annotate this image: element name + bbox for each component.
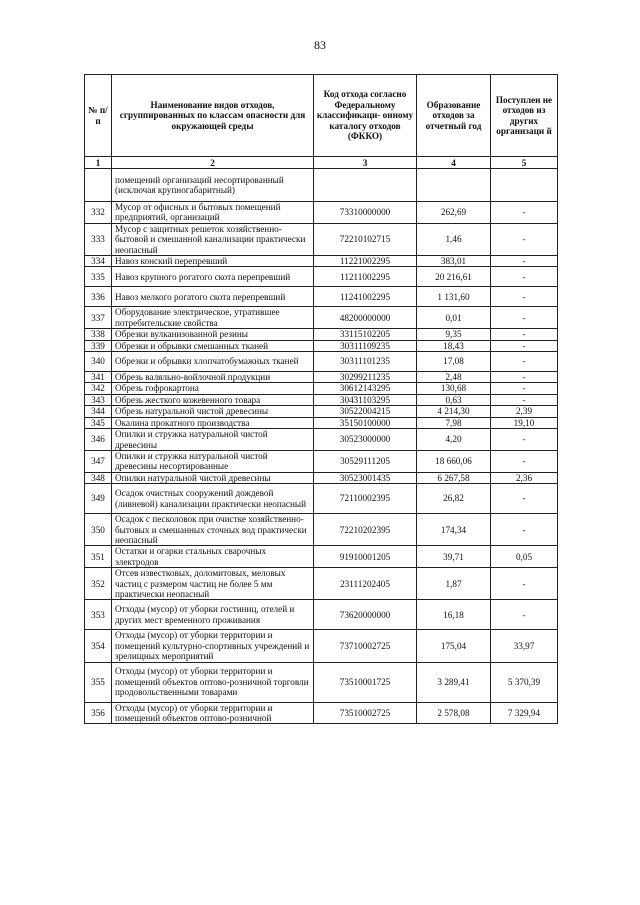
received-amount: - [491, 450, 558, 472]
waste-name: Обрезки и обрывки смешанных тканей [112, 340, 314, 351]
table-row [85, 169, 558, 202]
received-amount: - [491, 202, 558, 224]
fkko-code [314, 169, 417, 202]
formed-amount: 1 131,60 [417, 287, 491, 307]
waste-name: Отходы (мусор) от уборки территории и помещений культурно-спортивных учреждений и зрелищных мероприятий [112, 630, 314, 662]
row-number: 335 [85, 267, 112, 287]
waste-name: Отходы (мусор) от уборки гостиниц, отелей и других мест временного проживания [112, 600, 314, 630]
formed-amount: 4 214,30 [417, 406, 491, 417]
waste-name: Осадок очистных сооружений дождевой (ливневой) канализации практически неопасный [112, 484, 314, 514]
table-row [85, 417, 558, 428]
row-number: 345 [85, 417, 112, 428]
received-amount: - [491, 256, 558, 267]
table-row [85, 406, 558, 417]
fkko-code: 73510002725 [314, 702, 417, 724]
row-number: 341 [85, 372, 112, 383]
fkko-code: 73620000000 [314, 600, 417, 630]
received-amount: - [491, 352, 558, 372]
received-amount: - [491, 600, 558, 630]
header-waste-name: Наименование видов отходов, сгруппированных по классам опасности для окружающей среды [112, 75, 314, 157]
header-fkko-code: Код отхода согласно Федеральному классификаци- онному каталогу отходов (ФККО) [314, 75, 417, 157]
waste-name: Осадок с песколовок при очистке хозяйственно-бытовых и смешанных сточных вод практически неопасный [112, 514, 314, 546]
waste-name: помещений организаций несортированный (исключая крупногабаритный) [112, 169, 314, 202]
formed-amount: 3 289,41 [417, 662, 491, 702]
received-amount: - [491, 568, 558, 600]
fkko-code: 72110002395 [314, 484, 417, 514]
waste-name: Навоз мелкого рогатого скота перепревший [112, 287, 314, 307]
waste-name: Обрезь натуральной чистой древесины [112, 406, 314, 417]
table-row [85, 484, 558, 514]
table-row [85, 372, 558, 383]
row-number: 347 [85, 450, 112, 472]
formed-amount: 9,35 [417, 329, 491, 340]
waste-name: Мусор с защитных решеток хозяйственно-бытовой и смешанной канализации практически неопасный [112, 223, 314, 255]
table-row [85, 546, 558, 568]
received-amount: - [491, 383, 558, 394]
received-amount [491, 169, 558, 202]
received-amount: - [491, 340, 558, 351]
table-row [85, 630, 558, 662]
received-amount: 2,36 [491, 472, 558, 483]
fkko-code: 48200000000 [314, 307, 417, 329]
formed-amount: 20 216,61 [417, 267, 491, 287]
column-number: 4 [417, 157, 491, 169]
formed-amount: 174,34 [417, 514, 491, 546]
row-number: 336 [85, 287, 112, 307]
table-row [85, 394, 558, 405]
received-amount: - [491, 267, 558, 287]
table-row [85, 472, 558, 483]
received-amount: 19,10 [491, 417, 558, 428]
row-number: 355 [85, 662, 112, 702]
formed-amount: 0,01 [417, 307, 491, 329]
received-amount: - [491, 329, 558, 340]
formed-amount: 18 660,06 [417, 450, 491, 472]
header-formed: Образование отходов за отчетный год [417, 75, 491, 157]
formed-amount: 175,04 [417, 630, 491, 662]
waste-name: Обрезь жесткого кожевенного товара [112, 394, 314, 405]
table-row [85, 600, 558, 630]
table-row [85, 514, 558, 546]
formed-amount: 39,71 [417, 546, 491, 568]
table-row [85, 702, 558, 724]
received-amount: 2,39 [491, 406, 558, 417]
received-amount: - [491, 429, 558, 451]
waste-name: Обрезки и обрывки хлопчатобумажных тканей [112, 352, 314, 372]
formed-amount: 262,69 [417, 202, 491, 224]
column-numbers-row [85, 157, 558, 169]
row-number: 332 [85, 202, 112, 224]
fkko-code: 72210102715 [314, 223, 417, 255]
fkko-code: 11241002295 [314, 287, 417, 307]
formed-amount: 17,08 [417, 352, 491, 372]
waste-name: Обрезь валяльно-войлочной продукции [112, 372, 314, 383]
column-number: 2 [112, 157, 314, 169]
row-number: 340 [85, 352, 112, 372]
table-row [85, 202, 558, 224]
waste-name: Отходы (мусор) от уборки территории и помещений объектов оптово-розничной [112, 702, 314, 724]
formed-amount: 1,87 [417, 568, 491, 600]
received-amount: 33,97 [491, 630, 558, 662]
received-amount: - [491, 514, 558, 546]
fkko-code: 73510001725 [314, 662, 417, 702]
fkko-code: 30612143295 [314, 383, 417, 394]
waste-name: Навоз крупного рогатого скота перепревший [112, 267, 314, 287]
row-number: 334 [85, 256, 112, 267]
formed-amount: 16,18 [417, 600, 491, 630]
fkko-code: 30311101235 [314, 352, 417, 372]
fkko-code: 30523000000 [314, 429, 417, 451]
received-amount: 5 370,39 [491, 662, 558, 702]
fkko-code: 30299211235 [314, 372, 417, 383]
waste-name: Оборудование электрическое, утратившее потребительские свойства [112, 307, 314, 329]
row-number: 338 [85, 329, 112, 340]
fkko-code: 73710002725 [314, 630, 417, 662]
waste-table [84, 74, 558, 724]
waste-name: Обрезки вулканизованной резины [112, 329, 314, 340]
row-number: 337 [85, 307, 112, 329]
table-row [85, 352, 558, 372]
column-number: 5 [491, 157, 558, 169]
fkko-code: 30311109235 [314, 340, 417, 351]
fkko-code: 73310000000 [314, 202, 417, 224]
header-row [85, 75, 558, 157]
waste-name: Остатки и огарки стальных сварочных электродов [112, 546, 314, 568]
table-row [85, 429, 558, 451]
page-number: 83 [314, 38, 326, 52]
row-number: 333 [85, 223, 112, 255]
row-number: 352 [85, 568, 112, 600]
received-amount: - [491, 394, 558, 405]
received-amount: 0,05 [491, 546, 558, 568]
row-number: 346 [85, 429, 112, 451]
received-amount: - [491, 287, 558, 307]
table-row [85, 662, 558, 702]
table-row [85, 223, 558, 255]
received-amount: - [491, 307, 558, 329]
waste-name: Опилки и стружка натуральной чистой древесины [112, 429, 314, 451]
fkko-code: 11211002295 [314, 267, 417, 287]
table-row [85, 383, 558, 394]
row-number: 343 [85, 394, 112, 405]
table-row [85, 267, 558, 287]
formed-amount: 2 578,08 [417, 702, 491, 724]
row-number: 350 [85, 514, 112, 546]
fkko-code: 11221002295 [314, 256, 417, 267]
formed-amount: 4,20 [417, 429, 491, 451]
row-number: 351 [85, 546, 112, 568]
formed-amount: 383,01 [417, 256, 491, 267]
row-number: 342 [85, 383, 112, 394]
row-number: 354 [85, 630, 112, 662]
fkko-code: 30529111205 [314, 450, 417, 472]
table-body [85, 169, 558, 724]
received-amount: - [491, 484, 558, 514]
waste-name: Отсев известковых, доломитовых, меловых частиц с размером частиц не более 5 мм практически неопасный [112, 568, 314, 600]
row-number: 339 [85, 340, 112, 351]
fkko-code: 33115102205 [314, 329, 417, 340]
fkko-code: 30431103295 [314, 394, 417, 405]
formed-amount [417, 169, 491, 202]
row-number: 348 [85, 472, 112, 483]
waste-name: Обрезь гофрокартона [112, 383, 314, 394]
row-number: 344 [85, 406, 112, 417]
received-amount: - [491, 372, 558, 383]
formed-amount: 130,68 [417, 383, 491, 394]
waste-name: Опилки натуральной чистой древесины [112, 472, 314, 483]
formed-amount: 2,48 [417, 372, 491, 383]
table-row [85, 307, 558, 329]
fkko-code: 35150100000 [314, 417, 417, 428]
formed-amount: 18,43 [417, 340, 491, 351]
formed-amount: 1,46 [417, 223, 491, 255]
row-number [85, 169, 112, 202]
table-row [85, 450, 558, 472]
row-number: 349 [85, 484, 112, 514]
table-row [85, 256, 558, 267]
waste-name: Отходы (мусор) от уборки территории и помещений объектов оптово-розничной торговли продовольственными товарами [112, 662, 314, 702]
fkko-code: 30522004215 [314, 406, 417, 417]
fkko-code: 30523001435 [314, 472, 417, 483]
waste-name: Навоз конский перепревший [112, 256, 314, 267]
formed-amount: 26,82 [417, 484, 491, 514]
row-number: 356 [85, 702, 112, 724]
table-row [85, 340, 558, 351]
table-row [85, 329, 558, 340]
row-number: 353 [85, 600, 112, 630]
waste-name: Опилки и стружка натуральной чистой древесины несортированные [112, 450, 314, 472]
table-row [85, 568, 558, 600]
waste-name: Окалина прокатного производства [112, 417, 314, 428]
header-number: № п/п [85, 75, 112, 157]
fkko-code: 23111202405 [314, 568, 417, 600]
formed-amount: 7,98 [417, 417, 491, 428]
received-amount: - [491, 223, 558, 255]
waste-name: Мусор от офисных и бытовых помещений предприятий, организаций [112, 202, 314, 224]
received-amount: 7 329,94 [491, 702, 558, 724]
column-number: 1 [85, 157, 112, 169]
column-number: 3 [314, 157, 417, 169]
table-row [85, 287, 558, 307]
formed-amount: 6 267,58 [417, 472, 491, 483]
fkko-code: 91910001205 [314, 546, 417, 568]
formed-amount: 0,63 [417, 394, 491, 405]
header-received: Поступлен не отходов из других организаци й [491, 75, 558, 157]
fkko-code: 72210202395 [314, 514, 417, 546]
